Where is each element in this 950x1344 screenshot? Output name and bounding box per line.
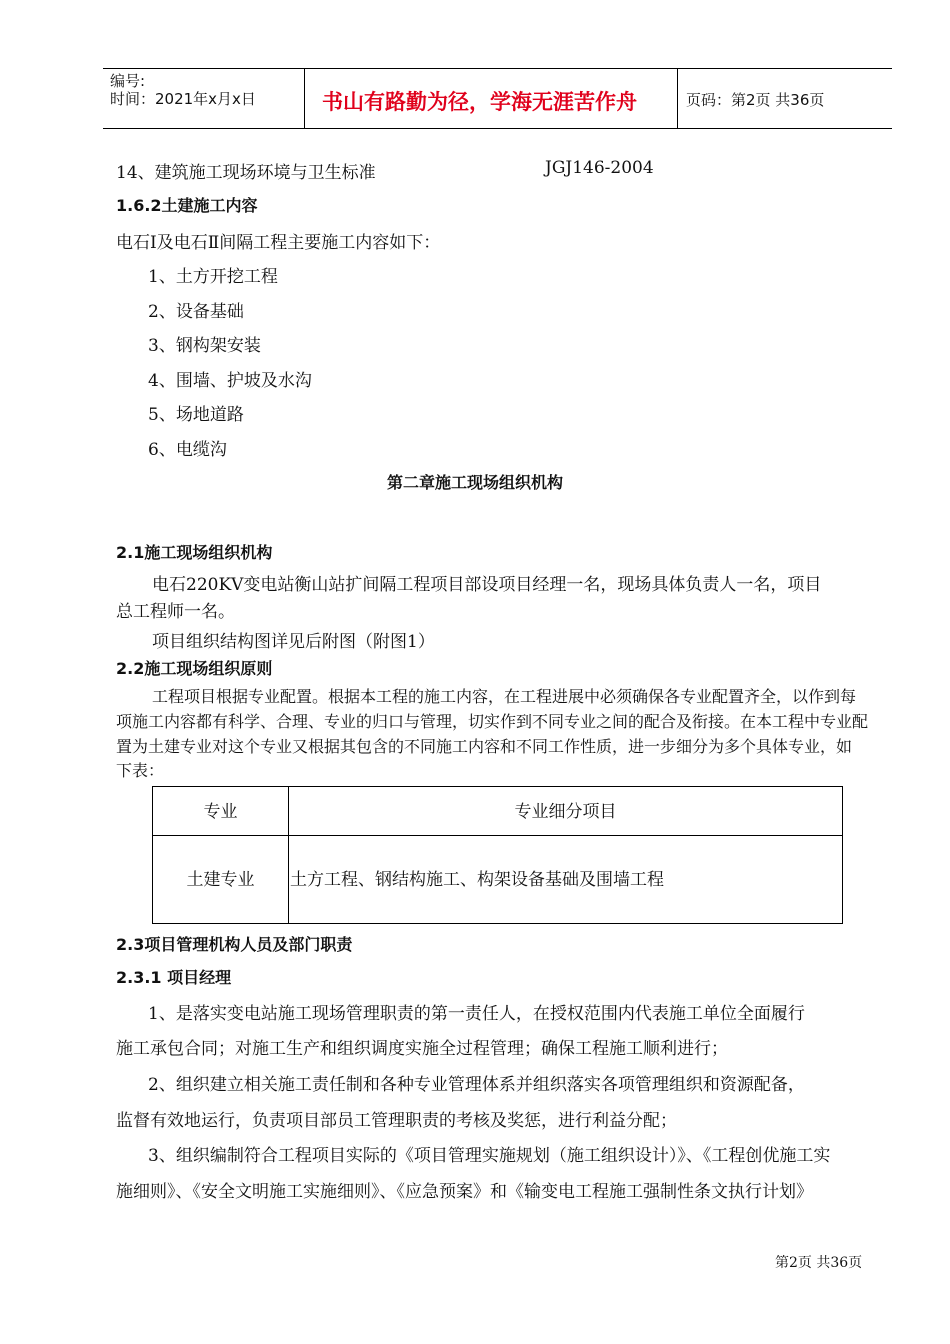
section-23-heading: 2.3项目管理机构人员及部门职责 <box>116 935 353 954</box>
header-divider-left <box>304 68 305 129</box>
table-header-cell: 专业细分项目 <box>514 802 617 822</box>
section-22-line: 下表： <box>116 761 165 780</box>
header-time-label: 时间：2021年x月x日 <box>110 90 256 108</box>
section-23-line: 监督有效地运行，负责项目部员工管理职责的考核及奖惩，进行利益分配； <box>116 1111 677 1131</box>
section-22-heading: 2.2施工现场组织原则 <box>116 659 273 678</box>
section-23-line: 1、是落实变电站施工现场管理职责的第一责任人，在授权范围内代表施工单位全面履行 <box>148 1004 805 1024</box>
section-21-heading: 2.1施工现场组织机构 <box>116 543 273 562</box>
section-21-para1-line2: 总工程师一名。 <box>116 602 235 622</box>
section-162-intro: 电石Ⅰ及电石Ⅱ间隔工程主要施工内容如下： <box>116 233 441 253</box>
specialty-table <box>152 786 843 924</box>
header-number-label: 编号: <box>110 72 146 90</box>
table-cell: 土方工程、钢结构施工、构架设备基础及围墙工程 <box>290 870 664 890</box>
table-cell: 土建专业 <box>186 870 255 890</box>
list-item: 6、电缆沟 <box>148 440 227 460</box>
footer-page-label: 第2页 共36页 <box>775 1255 863 1271</box>
section-23-line: 2、组织建立相关施工责任制和各种专业管理体系并组织落实各项管理组织和资源配备， <box>148 1075 805 1095</box>
section-22-line: 项施工内容都有科学、合理、专业的归口与管理，切实作到不同专业之间的配合及衔接。在本工程中专业配 <box>116 712 869 731</box>
header-top-rule <box>103 68 892 69</box>
section-21-para2: 项目组织结构图详见后附图（附图1） <box>152 632 435 652</box>
list-item: 4、围墙、护坡及水沟 <box>148 371 312 391</box>
header-divider-right <box>677 68 678 129</box>
section-21-para1-line1: 电石220KV变电站衡山站扩间隔工程项目部设项目经理一名，现场具体负责人一名，项目 <box>152 575 822 595</box>
list-item: 5、场地道路 <box>148 405 244 425</box>
header-motto: 书山有路勤为径，学海无涯苦作舟 <box>322 90 637 114</box>
standard-item-code: JGJ146-2004 <box>545 158 654 178</box>
list-item: 2、设备基础 <box>148 302 244 322</box>
section-23-line: 施细则》、《安全文明施工实施细则》、《应急预案》和《输变电工程施工强制性条文执行计划》 <box>116 1182 813 1202</box>
section-22-line: 置为土建专业对这个专业又根据其包含的不同施工内容和不同工作性质，进一步细分为多个具体专业，如 <box>116 737 853 756</box>
chapter-title: 第二章施工现场组织机构 <box>386 473 563 492</box>
section-162-heading: 1.6.2土建施工内容 <box>116 196 258 215</box>
header-page-label: 页码：第2页 共36页 <box>686 91 825 109</box>
standard-item-name: 14、建筑施工现场环境与卫生标准 <box>116 163 376 183</box>
list-item: 3、钢构架安装 <box>148 336 261 356</box>
header-bottom-rule <box>103 128 892 129</box>
list-item: 1、土方开挖工程 <box>148 267 278 287</box>
table-header-cell: 专业 <box>203 802 238 822</box>
section-23-line: 3、组织编制符合工程项目实际的《项目管理实施规划（施工组织设计）》、《工程创优施工实 <box>148 1146 831 1166</box>
section-22-line: 工程项目根据专业配置。根据本工程的施工内容，在工程进展中必须确保各专业配置齐全，以作到每 <box>152 687 857 706</box>
section-231-heading: 2.3.1 项目经理 <box>116 968 232 987</box>
table-row-divider <box>153 835 842 836</box>
section-23-line: 施工承包合同；对施工生产和组织调度实施全过程管理；确保工程施工顺利进行； <box>116 1039 728 1059</box>
